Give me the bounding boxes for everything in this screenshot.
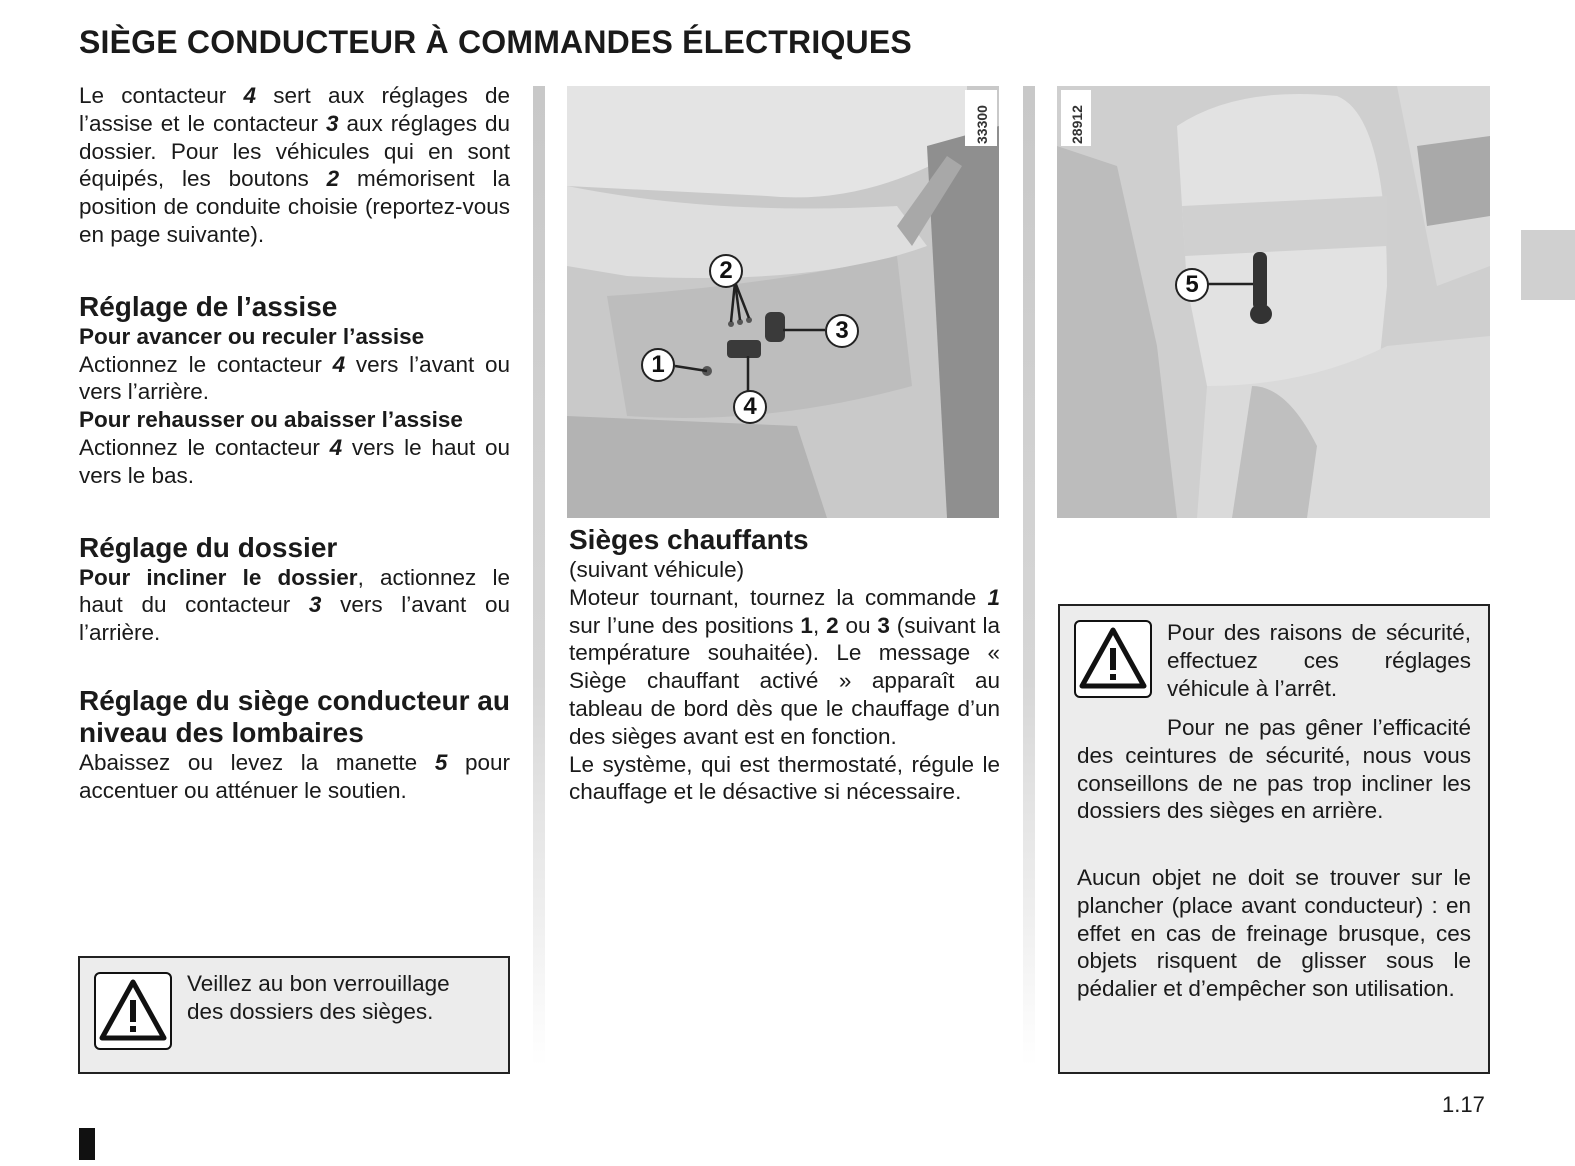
- assise-p2: Actionnez le contacteur 4 vers le haut ou vers le bas.: [79, 434, 510, 488]
- dossier-paragraph: Pour incliner le dossier, actionnez le haut du contacteur 3 vers l’avant ou l’arrière.: [79, 564, 511, 646]
- warning-right-p3: Aucun objet ne doit se trouver sur le plancher (place avant conducteur) : en effet en cas de freinage brusque, ces objets risquent de glisser sous le pédalier et d’empêcher son utilisation.: [1077, 865, 1471, 1002]
- page-number: 1.17: [1442, 1092, 1485, 1117]
- warning-left-text: Veillez au bon verrouillage des dossiers des sièges.: [187, 971, 450, 1024]
- seat-controls-photo: [567, 86, 999, 518]
- lumbar-lever-photo: [1057, 86, 1490, 518]
- callout-1: 1: [641, 348, 675, 382]
- middle-column: [569, 524, 1000, 806]
- dossier-heading: Réglage du dossier: [79, 531, 338, 563]
- assise-sub1: Pour avancer ou reculer l’assise: [79, 323, 425, 349]
- left-column: [79, 82, 510, 805]
- lombaires-paragraph: Abaissez ou levez la manette 5 pour accentuer ou atténuer le soutien.: [79, 749, 510, 803]
- callout-2: 2: [709, 254, 743, 288]
- chauffants-heading: Sièges chauffants: [569, 524, 809, 555]
- column-separator: [533, 86, 545, 1066]
- column-separator: [1023, 86, 1035, 1066]
- intro-paragraph: Le contacteur 4 sert aux réglages de l’assise et le contacteur 3 aux réglages du dossier. Pour les véhicules qui en sont équipés, les boutons 2 mémorisent la position de conduite choisie (reportez-vous en page suivante).: [79, 83, 510, 247]
- assise-heading: Réglage de l’assise: [79, 290, 338, 322]
- warning-triangle-icon: [1074, 620, 1152, 698]
- chauffants-note: (suivant véhicule): [569, 557, 745, 582]
- page-edge-mark: [79, 1128, 95, 1160]
- warning-triangle-icon: [94, 972, 172, 1050]
- page-title: SIÈGE CONDUCTEUR À COMMANDES ÉLECTRIQUES: [79, 24, 912, 60]
- lombaires-heading: Réglage du siège conducteur au niveau des lombaires: [79, 684, 510, 748]
- chapter-tab: [1521, 230, 1575, 300]
- warning-right-p2: Pour ne pas gêner l’efficacité des ceintures de sécurité, nous vous conseillons de ne pas trop incliner les dossiers des sièges en arrière.: [1077, 715, 1471, 824]
- figure-reference: 28912: [1069, 105, 1085, 144]
- callout-4: 4: [733, 390, 767, 424]
- chauffants-paragraph-2: Le système, qui est thermostaté, régule le chauffage et le désactive si nécessaire.: [569, 751, 1000, 805]
- callout-3: 3: [825, 314, 859, 348]
- callout-5: 5: [1175, 268, 1209, 302]
- warning-box-left: [78, 956, 510, 1074]
- figure-reference: 33300: [974, 105, 990, 144]
- assise-sub2: Pour rehausser ou abaisser l’assise: [79, 407, 463, 433]
- chauffants-paragraph: Moteur tournant, tournez la commande 1 sur l’une des positions 1, 2 ou 3 (suivant la température souhaitée). Le message « Siège chauffant activé » apparaît au tableau de bord dès que le chauffage d’un des sièges avant est en fonction.: [569, 584, 1000, 749]
- warning-right-p1: Pour des raisons de sécurité, effectuez ces réglages véhicule à l’arrêt.: [1167, 620, 1471, 701]
- assise-p1: Actionnez le contacteur 4 vers l’avant ou vers l’arrière.: [79, 351, 511, 405]
- warning-box-right: [1058, 604, 1490, 1074]
